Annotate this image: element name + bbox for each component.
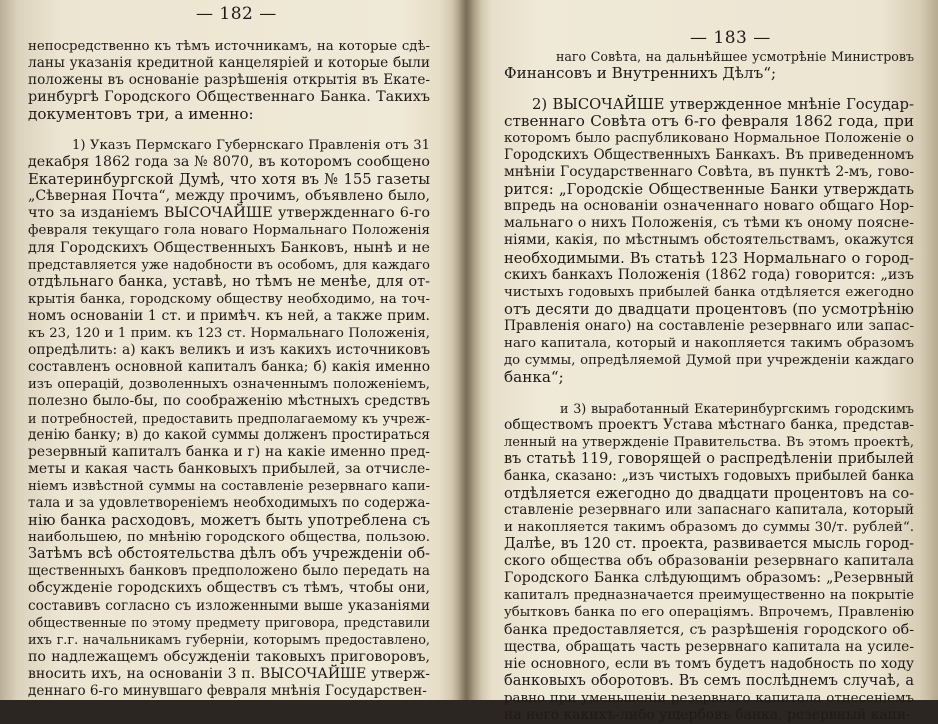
text-line: вносить ихъ, на основаніи 3 п. ВЫСОЧАЙШЕ утверж- [28, 665, 430, 682]
left-page-text [28, 38, 430, 700]
text-line: Правленія онаго) на составленіе резервнаго или запас- [504, 317, 914, 334]
text-line: ственнаго Совѣта отъ 6-го февраля 1862 года, при [504, 112, 914, 131]
left-page [0, 0, 455, 700]
text-line: ихъ г.г. начальникамъ губерніи, которымъ предоставлено, [28, 632, 430, 648]
text-line: ланы указанія кредитной канцеляріей и которые были [28, 55, 430, 72]
text-line: банковыхъ оборотовъ. Въ семъ послѣднемъ случаѣ, а [504, 672, 914, 689]
text-line: Городскихъ Общественныхъ Банкахъ. Въ приведенномъ [504, 147, 914, 164]
text-line: денію банку; в) до какой суммы долженъ простираться [28, 427, 430, 444]
text-line: къ 23, 120 и 1 прим. къ 123 ст. Нормальнаго Положенія, [28, 325, 430, 341]
text-line: Екатеринбургской Думѣ, что хотя въ № 155 газеты [28, 171, 430, 189]
text-line: которомъ было распубликовано Нормальное Положеніе о [504, 131, 914, 147]
text-line: для Городскихъ Общественныхъ Банковъ, нынѣ и не [28, 239, 430, 256]
text-line: „Сѣверная Почта“, между прочимъ, объявлено было, [28, 188, 430, 205]
text-line: наго капитала, который и накопляется такимъ образомъ [504, 335, 914, 351]
text-line: отдѣляется ежегодно до двадцати процентовъ на со- [504, 485, 914, 503]
text-line: чистыхъ годовыхъ прибылей банка отдѣляется ежегодно [504, 284, 914, 300]
text-line: впредь на основаніи означеннаго новаго общаго Нор- [504, 198, 914, 215]
text-line: Городского Банка слѣдующимъ образомъ: „Резервный [504, 570, 914, 587]
text-line: резервный капиталъ банка и г) на какіе именно пред- [28, 444, 430, 461]
text-line: тала и за удовлетвореніемъ необходимыхъ по содержа- [28, 495, 430, 512]
text-line: равно при уменьшеніи резервнаго капитала отнесеніемъ [504, 690, 914, 706]
text-line: Финансовъ и Внутреннихъ Дѣлъ“; [504, 64, 777, 83]
text-line: меты и какая часть банковыхъ прибылей, за отчисле- [28, 461, 430, 478]
text-line: 2) ВЫСОЧАЙШЕ утвержденное мнѣніе Государ- [532, 96, 914, 114]
text-line: до суммы, опредѣляемой Думой при учрежденіи каждаго [504, 352, 914, 368]
page-number: — 182 — [196, 4, 277, 24]
text-line: обсужденіе городскихъ обществъ съ тѣмъ, чтобы они, [28, 580, 430, 597]
text-line: по надлежащемъ обсужденіи таковыхъ приговоровъ, [28, 648, 430, 665]
text-line: февраля текущаго гола новаго Нормальнаго Положенія [28, 223, 430, 239]
text-line: необходимыми. Въ статьѣ 123 Нормальнаго о город- [504, 249, 914, 267]
page-number: — 183 — [690, 28, 771, 48]
text-line: въ статьѣ 119, говорящей о распредѣленіи прибылей [504, 451, 914, 468]
text-line: рится: „Городскіе Общественные Банки утверждать [504, 181, 914, 199]
text-line: деннаго 6-го минувшаго февраля мнѣнія Государствен- [28, 682, 427, 699]
text-line: непосредственно къ тѣмъ источникамъ, на которые сдѣ- [28, 39, 430, 54]
text-line: ніе основного, если въ томъ будетъ надобность по ходу [504, 655, 914, 672]
right-page-text [504, 48, 914, 724]
text-line: банка“; [504, 367, 564, 386]
text-line: ского общества объ образованіи резервнаго капитала [504, 553, 914, 570]
paragraph [504, 48, 914, 82]
text-line: общественные по этому предмету приговора, представили [28, 615, 430, 631]
text-line: составленъ основной капиталъ банка; б) какія именно [28, 358, 430, 375]
paragraph [28, 38, 430, 123]
text-line: наибольшею, по мнѣнію городского общества, пользою. [28, 530, 430, 546]
text-line: мальнаго о нихъ Положенія, съ тѣми къ оному поясне- [504, 215, 914, 232]
text-line: убытковъ банка по его операціямъ. Впрочемъ, Правленію [504, 605, 914, 621]
text-line: номъ основаніи 1 ст. и примѣч. къ ней, а также прим. [28, 307, 430, 324]
text-line: наго Совѣта, на дальнѣйшее усмотрѣніе Министровъ [556, 49, 914, 64]
text-line: 1) Указъ Пермскаго Губернскаго Правленія отъ 31 [72, 138, 430, 154]
text-line: декабря 1862 года за № 8070, въ которомъ сообщено [28, 154, 430, 171]
text-line: что за изданіемъ ВЫСОЧАЙШЕ утвержденнаго 6-го [28, 205, 430, 222]
text-line: ринбургѣ Городского Общественнаго Банка. Такихъ [28, 89, 430, 106]
text-line: и потребностей, предоставить предполагаемому къ учреж- [28, 410, 430, 426]
text-line: мнѣніи Государственнаго Совѣта, въ пунктѣ 2-мъ, гово- [504, 164, 914, 181]
text-line: на него какихъ-либо ущербовъ банка, резервный капи- [504, 706, 911, 723]
paragraph [504, 400, 914, 724]
text-line: и 3) выработанный Екатеринбургскимъ городскимъ [560, 400, 914, 416]
text-line: опредѣлить: а) какъ великъ и изъ какихъ источниковъ [28, 341, 430, 358]
text-line: полезно было-бы, по соображенію мѣстныхъ средствъ [28, 392, 430, 409]
paragraph [28, 137, 430, 700]
text-line: щества, обращать часть резервнаго капитала на усиле- [504, 638, 914, 655]
text-line: крытія банка, городскому обществу необходимо, на точ- [28, 291, 430, 307]
text-line: и накопляется такимъ образомъ до суммы 30/т. рублей“. [504, 520, 914, 536]
text-line: ніями, какія, по мѣстнымъ обстоятельствамъ, окажутся [504, 232, 914, 249]
text-line: обществомъ проектъ Устава мѣстнаго банка, представ- [504, 416, 914, 433]
text-line: документовъ три, а именно: [28, 105, 254, 124]
book-gutter [452, 0, 482, 700]
text-line: капиталъ предназначается преимущественно на покрытіе [504, 588, 914, 604]
text-line: скихъ банкахъ Положенія (1862 года) говорится: „изъ [504, 266, 914, 283]
text-line: ніемъ извѣстной суммы на составленіе резервнаго капи- [28, 479, 430, 495]
text-line: изъ операцій, дозволенныхъ означеннымъ положеніемъ, [28, 376, 430, 392]
text-line: Далѣе, въ 120 ст. проекта, развивается мысль город- [504, 536, 914, 553]
text-line: ставленіе резервнаго или запаснаго капитала, который [504, 502, 914, 519]
right-page [480, 0, 938, 723]
text-line: нію банка расходовъ, можетъ быть употреблена съ [28, 512, 430, 530]
text-line: ленный на утвержденіе Правительства. Въ этомъ проектѣ, [504, 434, 914, 450]
text-line: составивъ согласно съ изложенными выше указаніями [28, 597, 430, 614]
text-line: банка, сказано: „изъ чистыхъ годовыхъ прибылей банка [504, 468, 914, 485]
paragraph [504, 96, 914, 386]
text-line: щественныхъ банковъ предположено было передать на [28, 563, 430, 580]
text-line: положены въ основаніе разрѣшенія открытія въ Екате- [28, 72, 430, 89]
text-line: отъ десяти до двадцати процентовъ (по усмотрѣнію [504, 299, 914, 318]
text-line: банка предоставляется, съ разрѣшенія городского об- [504, 621, 914, 638]
text-line: представляется уже надобности въ особомъ, для каждаго [28, 257, 430, 273]
text-line: отдѣльнаго банка, уставѣ, но тѣмъ не менѣе, для от- [28, 273, 430, 290]
text-line: Затѣмъ всѣ обстоятельства дѣлъ объ учрежденіи об- [28, 546, 430, 563]
